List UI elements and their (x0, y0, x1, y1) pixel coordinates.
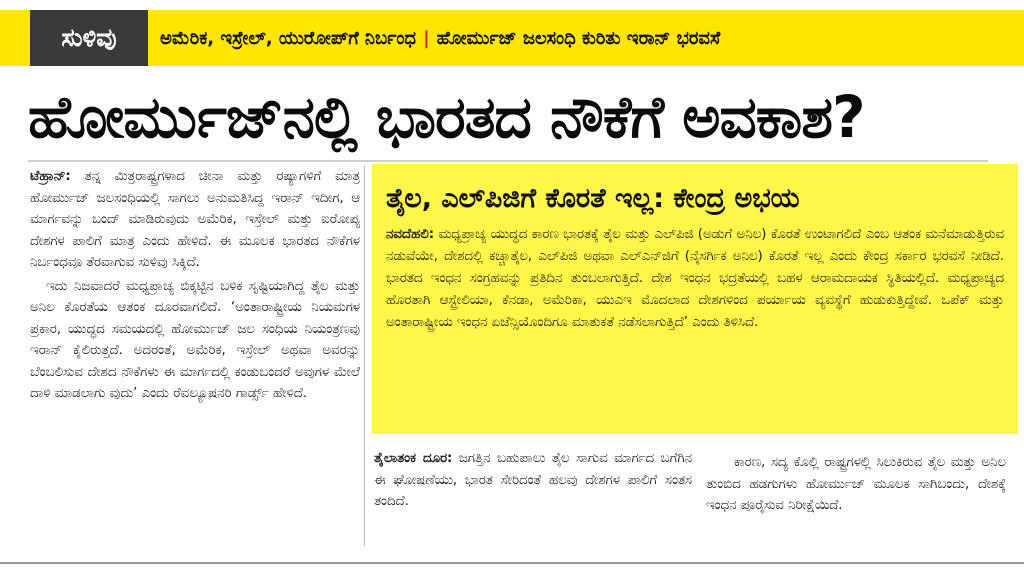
strip-separator: | (423, 27, 430, 49)
strip-part-2: ಹೋರ್ಮುಜ್ ಜಲಸಂಧಿ ಕುರಿತು ಇರಾನ್ ಭರವಸೆ (436, 27, 721, 49)
headline-divider (28, 160, 988, 162)
bottom-divider (0, 562, 1024, 564)
strip-part-1: ಅಮೆರಿಕ, ಇಸ್ರೇಲ್, ಯುರೋಪ್‌ಗೆ ನಿರ್ಬಂಧ (160, 27, 417, 49)
box-body (386, 224, 1004, 334)
right-paragraph: ಕಾರಣ, ಸದ್ಯ ಕೊಲ್ಲಿ ರಾಷ್ಟ್ರಗಳಲ್ಲಿ ಸಿಲುಕಿರುವ ತೈಲ ಮತ್ತು ಅನಿಲ ತುಂಬಿದ ಹಡಗುಗಳು ಹೋರ್ಮುಜ್ ಮೂಲಕ ಸಾಗಿಬಂದು, ದೇಶಕ್ಕೆ ಇಂಧನ ಪೂರೈಸುವ ನಿರೀಕ್ಷೆಯಿದೆ. (706, 455, 1006, 513)
middle-paragraph-text: ಜಗತ್ತಿನ ಬಹುಪಾಲು ತೈಲ ಸಾಗುವ ಮಾರ್ಗದ ಬಗೆಗಿನ ಈ ಘೋಷಣೆಯು, ಭಾರತ ಸೇರಿದಂತೆ ಹಲವು ದೇಶಗಳ ಪಾಲಿಗೆ ಸಂತಸ ತಂದಿದೆ. (374, 451, 692, 509)
strip-text (160, 10, 1014, 66)
left-paragraph-1-text: ತನ್ನ ಮಿತ್ರರಾಷ್ಟ್ರಗಳಾದ ಚೀನಾ ಮತ್ತು ರಷ್ಯಾಗಳಿಗೆ ಮಾತ್ರ ಹೋರ್ಮುಜ್ ಜಲಸಂಧಿಯಲ್ಲಿ ಸಾಗಲು ಅನುಮತಿಸಿದ್ದ ಇರಾನ್ ಇದೀಗ, ಆ ಮಾರ್ಗವನ್ನು ಬಂದ್ ಮಾಡಿರುವುದು ಅಮೆರಿಕ, ಇಸ್ರೇಲ್ ಮತ್ತು ಐರೋಪ್ಯ ದೇಶಗಳ ಪಾಲಿಗೆ ಮಾತ್ರ ಎಂದು ಹೇಳಿದೆ. ಈ ಮೂಲಕ ಭಾರತದ ನೌಕೆಗಳ ನಿರ್ಬಂಧವೂ ತೆರವಾಗುವ ಸುಳಿವು ಸಿಕ್ಕಿದೆ. (30, 169, 360, 270)
dateline: ಟೆಹ್ರಾನ್: (30, 169, 71, 184)
main-headline: ಹೋರ್ಮುಜ್‌ನಲ್ಲಿ ಭಾರತದ ನೌಕೆಗೆ ಅವಕಾಶ? (28, 83, 865, 151)
left-column-article (30, 166, 360, 556)
box-title: ತೈಲ, ಎಲ್‌ಪಿಜಿಗೆ ಕೊರತೆ ಇಲ್ಲ: ಕೇಂದ್ರ ಅಭಯ (386, 183, 800, 214)
left-paragraph-2: ಇದು ನಿಜವಾದರೆ ಮಧ್ಯಪ್ರಾಚ್ಯ ಬಿಕ್ಕಟ್ಟಿನ ಬಳಿಕ ಸೃಷ್ಟಿಯಾಗಿದ್ದ ತೈಲ ಮತ್ತು ಅನಿಲ ಕೊರತೆಯ ಆತಂಕ ದೂರವಾಗಲಿದೆ. ‘ಅಂತಾರಾಷ್ಟ್ರೀಯ ನಿಯಮಗಳ ಪ್ರಕಾರ, ಯುದ್ಧದ ಸಮಯದಲ್ಲಿ ಹೋರ್ಮುಜ್ ಜಲ ಸಂಧಿಯ ನಿಯಂತ್ರಣವು ಇರಾನ್ ಕೈಲಿರುತ್ತದೆ. ಅದರಂತೆ, ಅಮೆರಿಕ, ಇಸ್ರೇಲ್ ಅಥವಾ ಅವರನ್ನು ಬೆಂಬಲಿಸುವ ದೇಶದ ನೌಕೆಗಳು ಈ ಮಾರ್ಗದಲ್ಲಿ ಕಂಡುಬಂದರೆ ಅವುಗಳ ಮೇಲೆ ದಾಳಿ ಮಾಡಲಾಗು ವುದು’ ಎಂದು ರೆವಲ್ಯೂಷನರಿ ಗಾರ್ಡ್ಸ್ ಹೇಳಿದೆ. (30, 278, 360, 401)
column-divider (364, 166, 365, 546)
highlight-box (372, 164, 1018, 434)
subhead: ತೈಲಾತಂಕ ದೂರ: (374, 451, 453, 466)
middle-paragraph (374, 448, 692, 513)
right-column-article (706, 452, 1006, 558)
middle-column-article (374, 448, 692, 558)
box-body-text: ಮಧ್ಯಪ್ರಾಚ್ಯ ಯುದ್ಧದ ಕಾರಣ ಭಾರತಕ್ಕೆ ತೈಲ ಮತ್ತು ಎಲ್‌ಪಿಜಿ (ಅಡುಗೆ ಅನಿಲ) ಕೊರತೆ ಉಂಟಾಗಲಿದೆ ಎಂಬ ಆತಂಕ ಮನೆಮಾಡುತ್ತಿರುವ ನಡುವೆಯೇ, ದೇಶದಲ್ಲಿ ಕಚ್ಚಾತೈಲ, ಎಲ್‌ಪಿಜಿ ಅಥವಾ ಎಲ್‌ಎನ್‌ಜಿಗೆ (ನೈಸರ್ಗಿಕ ಅನಿಲ) ಕೊರತೆ ಇಲ್ಲ ಎಂದು ಕೇಂದ್ರ ಸರ್ಕಾರ ಭರವಸೆ ನೀಡಿದೆ. ಭಾರತದ ಇಂಧನ ಸಂಗ್ರಹವನ್ನು ಪ್ರತಿದಿನ ತುಂಬಲಾಗುತ್ತಿದೆ. ದೇಶ ಇಂಧನ ಭದ್ರತೆಯಲ್ಲಿ ಬಹಳ ಆರಾಮದಾಯಕ ಸ್ಥಿತಿಯಲ್ಲಿದೆ. ಮಧ್ಯಪ್ರಾಚ್ಯದ ಹೊರತಾಗಿ ಆಸ್ಟ್ರೇಲಿಯಾ, ಕೆನಡಾ, ಅಮೆರಿಕಾ, ಯುಎಇ ಮೊದಲಾದ ದೇಶಗಳಿಂದ ಪರ್ಯಾಯ ವ್ಯವಸ್ಥೆಗೆ ಹುಡುಕುತ್ತಿದ್ದೇವೆ. ಒಪೆಕ್ ಮತ್ತು ಅಂತಾರಾಷ್ಟ್ರೀಯ ಇಂಧನ ಏಜೆನ್ಸಿಯೊಂದಿಗೂ ಮಾತುಕತೆ ನಡೆಸಲಾಗುತ್ತಿದೆ’ ಎಂದು ತಿಳಿಸಿದೆ. (386, 227, 1004, 330)
kicker-label: ಸುಳಿವು (30, 10, 148, 66)
left-paragraph-1 (30, 166, 360, 274)
box-dateline: ನವದೆಹಲಿ: (386, 227, 435, 242)
